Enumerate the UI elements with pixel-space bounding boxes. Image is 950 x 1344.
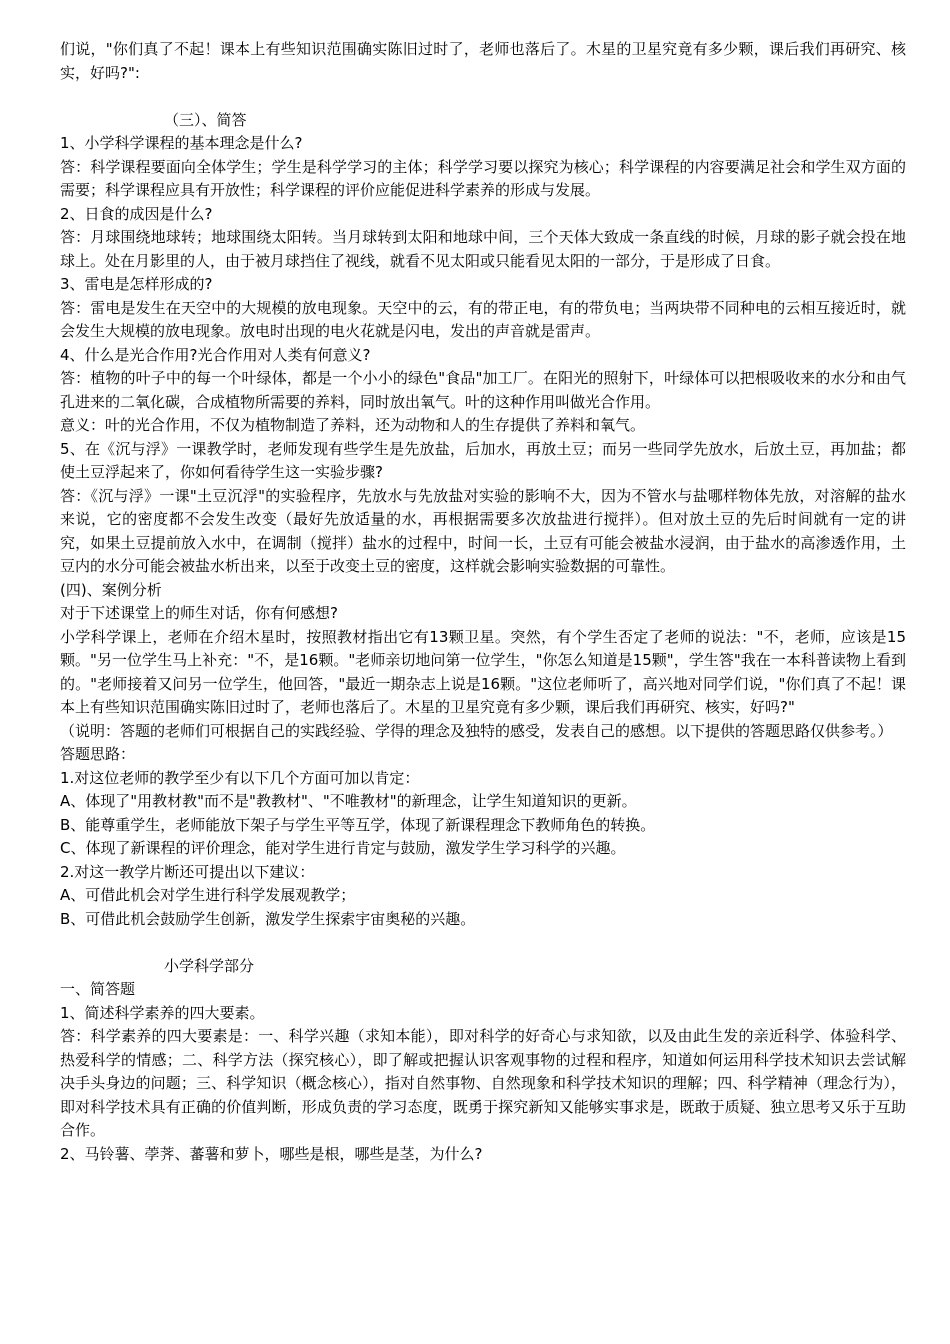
text-line: A、体现了"用教材教"而不是"教教材"、"不唯教材"的新理念，让学生知道知识的更新。 — [60, 792, 637, 810]
text-line: （说明：答题的老师们可根据自己的实践经验、学得的理念及独特的感受，发表自己的感想。以下提供的答题思路仅供参考。） — [60, 721, 893, 740]
text-line: 1、简述科学素养的四大要素。 — [60, 1003, 265, 1022]
text-line: 答题思路： — [60, 745, 136, 763]
text-line: 对于下述课堂上的师生对话，你有何感想? — [60, 604, 338, 622]
text-line: 们说，"你们真了不起！课本上有些知识范围确实陈旧过时了，老师也落后了。木星的卫星究竟有多少颗，课后我们再研究、核实，好吗?": — [60, 40, 906, 82]
section-heading: （三）、简答 — [164, 110, 247, 129]
text-line: 5、在《沉与浮》一课教学时，老师发现有些学生是先放盐，后加水，再放土豆；而另一些同学先放水，后放土豆，再加盐；都使土豆浮起来了，你如何看待学生这一实验步骤? — [60, 439, 906, 481]
text-line: 2、马铃薯、荸荠、蕃薯和萝卜，哪些是根，哪些是茎，为什么? — [60, 1144, 483, 1163]
text-line: 1、小学科学课程的基本理念是什么? — [60, 134, 303, 152]
text-line: 答：植物的叶子中的每一个叶绿体，都是一个小小的绿色"食品"加工厂。在阳光的照射下，叶绿体可以把根吸收来的水分和由气孔进来的二氧化碳，合成植物所需要的养料，同时放出氧气。叶的这种作用叫做光合作用。 — [60, 369, 906, 411]
text-line: 答：《沉与浮》一课"土豆沉浮"的实验程序，先放水与先放盐对实验的影响不大，因为不管水与盐哪样物体先放，对溶解的盐水来说，它的密度都不会发生改变（最好先放适量的水，再根据需要多次放盐进行搅拌）。但对放土豆的先后时间就有一定的讲究，如果土豆提前放入水中，在调制（搅拌）盐水的过程中，时间一长，土豆有可能会被盐水浸润，由于盐水的高渗透作用，土豆内的水分可能会被盐水析出来，以至于改变土豆的密度，这样就会影响实验数据的可靠性。 — [60, 486, 906, 575]
text-line: A、可借此机会对学生进行科学发展观教学； — [60, 886, 356, 904]
text-line: 小学科学课上，老师在介绍木星时，按照教材指出它有13颗卫星。突然，有个学生否定了老师的说法："不，老师，应该是15颗。"另一位学生马上补充："不，是16颗。"老师亲切地问第一位学生，"你怎么知道是15颗"，学生答"我在一本科普读物上看到的。"老师接着又问另一位学生，他回答，"最近一期杂志上说是16颗。"这位老师听了，高兴地对同学们说，"你们真了不起！课本上有些知识范围确实陈旧过时了，老师也落后了。木星的卫星究竟有多少颗，课后我们再研究、核实，好吗?" — [60, 627, 906, 716]
text-line: 2.对这一教学片断还可提出以下建议： — [60, 862, 315, 881]
text-line: 一、简答题 — [60, 980, 136, 998]
section-heading: 小学科学部分 — [164, 956, 255, 975]
text-line: 答：月球围绕地球转；地球围绕太阳转。当月球转到太阳和地球中间，三个天体大致成一条直线的时候，月球的影子就会投在地球上。处在月影里的人，由于被月球挡住了视线，就看不见太阳或只能看见太阳的一部分，于是形成了日食。 — [60, 228, 906, 270]
text-line: 4、什么是光合作用?光合作用对人类有何意义? — [60, 345, 371, 364]
text-line: B、可借此机会鼓励学生创新，激发学生探索宇宙奥秘的兴趣。 — [60, 909, 476, 928]
text-line: 答：科学课程要面向全体学生；学生是科学学习的主体；科学学习要以探究为核心；科学课程的内容要满足社会和学生双方面的需要；科学课程应具有开放性；科学课程的评价应能促进科学素养的形成与发展。 — [60, 157, 906, 199]
text-line: 3、雷电是怎样形成的? — [60, 275, 213, 293]
text-line: 答：科学素养的四大要素是：一、科学兴趣（求知本能），即对科学的好奇心与求知欲，以及由此生发的亲近科学、体验科学、热爱科学的情感；二、科学方法（探究核心），即了解或把握认识客观事物的过程和程序，知道如何运用科学技术知识去尝试解决手头身边的问题；三、科学知识（概念核心），指对自然事物、自然现象和科学技术知识的理解；四、科学精神（理念行为），即对科学技术具有正确的价值判断，形成负责的学习态度，既勇于探究新知又能够实事求是，既敢于质疑、独立思考又乐于互助合作。 — [60, 1027, 906, 1139]
text-line: 1.对这位老师的教学至少有以下几个方面可加以肯定： — [60, 768, 420, 787]
text-line: B、能尊重学生，老师能放下架子与学生平等互学，体现了新课程理念下教师角色的转换。 — [60, 815, 656, 834]
text-line: 意义：叶的光合作用，不仅为植物制造了养料，还为动物和人的生存提供了养料和氧气。 — [60, 416, 646, 434]
blank-line — [60, 931, 906, 955]
text-line: 答：雷电是发生在天空中的大规模的放电现象。天空中的云，有的带正电，有的带负电；当两块带不同种电的云相互接近时，就会发生大规模的放电现象。放电时出现的电火花就是闪电，发出的声音就是雷声。 — [60, 298, 906, 340]
blank-line — [60, 85, 906, 109]
text-line: (四)、案例分析 — [60, 580, 162, 599]
text-line: C、体现了新课程的评价理念，能对学生进行肯定与鼓励，激发学生学习科学的兴趣。 — [60, 839, 626, 857]
text-line: 2、日食的成因是什么? — [60, 204, 213, 223]
